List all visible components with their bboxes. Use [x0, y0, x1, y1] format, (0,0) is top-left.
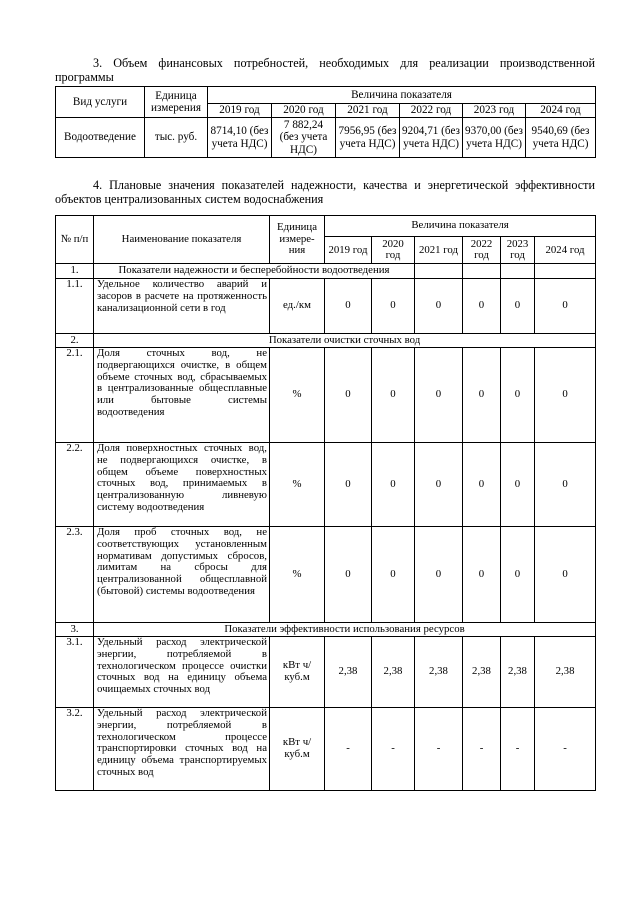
header-unit: Единица измере-ния — [270, 216, 325, 264]
unit-cell: кВт ч/куб.м — [270, 637, 325, 708]
group-title: Показатели надежности и бесперебойности водоотведения — [94, 264, 415, 279]
group-title: Показатели эффективности использования ресурсов — [94, 623, 596, 637]
value-cell: 0 — [372, 527, 415, 623]
unit-cell: % — [270, 527, 325, 623]
group-number: 1. — [56, 264, 94, 279]
header-year: 2022 год — [400, 104, 463, 118]
header-year: 2023 год — [501, 237, 535, 264]
header-unit: Единица измерения — [145, 87, 208, 118]
value-cell: 0 — [415, 443, 463, 527]
unit-cell: тыс. руб. — [145, 118, 208, 158]
value-cell: 2,38 — [372, 637, 415, 708]
value-cell: 0 — [415, 348, 463, 443]
unit-cell: % — [270, 443, 325, 527]
value-cell: 9540,69 (без учета НДС) — [526, 118, 596, 158]
header-name: Наименование показателя — [94, 216, 270, 264]
row-number: 1.1. — [56, 279, 94, 334]
indicator-name: Удельное количество аварий и засоров в расчете на протяженность канализационной сети в год — [94, 279, 270, 334]
row-number: 3.2. — [56, 708, 94, 791]
value-cell: - — [501, 708, 535, 791]
value-cell: - — [372, 708, 415, 791]
value-cell: 0 — [463, 279, 501, 334]
header-year: 2019 год — [325, 237, 372, 264]
value-cell: 0 — [463, 527, 501, 623]
header-year: 2021 год — [415, 237, 463, 264]
empty-cell — [463, 264, 501, 279]
header-year: 2024 год — [535, 237, 596, 264]
header-value: Величина показателя — [325, 216, 596, 237]
value-cell: 2,38 — [535, 637, 596, 708]
header-value: Величина показателя — [208, 87, 596, 104]
value-cell: - — [535, 708, 596, 791]
value-cell: 2,38 — [325, 637, 372, 708]
group-number: 3. — [56, 623, 94, 637]
value-cell: 9370,00 (без учета НДС) — [463, 118, 526, 158]
indicator-name: Удельный расход электрической энергии, потребляемой в технологическом процессе очистки сточных вод на единицу объема очищаемых сточных вод — [94, 637, 270, 708]
value-cell: 0 — [325, 443, 372, 527]
value-cell: 8714,10 (без учета НДС) — [208, 118, 272, 158]
value-cell: 0 — [415, 279, 463, 334]
header-year: 2020 год — [372, 237, 415, 264]
value-cell: 0 — [501, 279, 535, 334]
value-cell: 0 — [501, 443, 535, 527]
value-cell: 0 — [325, 279, 372, 334]
value-cell: - — [463, 708, 501, 791]
value-cell: 0 — [535, 279, 596, 334]
indicators-table — [55, 215, 596, 791]
header-num: № п/п — [56, 216, 94, 264]
header-service: Вид услуги — [56, 87, 145, 118]
service-cell: Водоотведение — [56, 118, 145, 158]
value-cell: 0 — [501, 527, 535, 623]
financial-needs-table — [55, 86, 596, 158]
value-cell: 0 — [501, 348, 535, 443]
value-cell: 0 — [372, 348, 415, 443]
unit-cell: кВт ч/куб.м — [270, 708, 325, 791]
group-number: 2. — [56, 334, 94, 348]
indicator-name: Доля проб сточных вод, не соответствующих установленным нормативам допустимых сбросов, лимитам на сбросы для централизованной общесплавной (бытовой) системы водоотведения — [94, 527, 270, 623]
header-year: 2022 год — [463, 237, 501, 264]
value-cell: 0 — [535, 348, 596, 443]
header-year: 2023 год — [463, 104, 526, 118]
header-year: 2020 год — [272, 104, 336, 118]
header-year: 2024 год — [526, 104, 596, 118]
value-cell: 0 — [325, 527, 372, 623]
indicator-name: Доля поверхностных сточных вод, не подвергающихся очистке, в общем объеме поверхностных сточных вод, принимаемых в централизованную ливневую систему водоотведения — [94, 443, 270, 527]
row-number: 2.2. — [56, 443, 94, 527]
value-cell: 0 — [535, 443, 596, 527]
indicator-name: Доля сточных вод, не подвергающихся очистке, в общем объеме сточных вод, сбрасываемых в централизованные общесплавные или бытовые системы водоотведения — [94, 348, 270, 443]
unit-cell: ед./км — [270, 279, 325, 334]
group-title: Показатели очистки сточных вод — [94, 334, 596, 348]
empty-cell — [501, 264, 535, 279]
row-number: 2.1. — [56, 348, 94, 443]
value-cell: 0 — [535, 527, 596, 623]
row-number: 2.3. — [56, 527, 94, 623]
value-cell: 7956,95 (без учета НДС) — [336, 118, 400, 158]
section3-heading: 3. Объем финансовых потребностей, необходимых для реализации производственной программы — [55, 56, 595, 84]
value-cell: - — [415, 708, 463, 791]
value-cell: 2,38 — [415, 637, 463, 708]
value-cell: - — [325, 708, 372, 791]
header-year: 2019 год — [208, 104, 272, 118]
indicator-name: Удельный расход электрической энергии, потребляемой в технологическом процессе транспортировки сточных вод на единицу объема транспортируемых сточных вод — [94, 708, 270, 791]
value-cell: 2,38 — [501, 637, 535, 708]
value-cell: 0 — [372, 279, 415, 334]
value-cell: 0 — [372, 443, 415, 527]
value-cell: 7 882,24 (без учета НДС) — [272, 118, 336, 158]
value-cell: 0 — [463, 443, 501, 527]
row-number: 3.1. — [56, 637, 94, 708]
value-cell: 0 — [325, 348, 372, 443]
empty-cell — [535, 264, 596, 279]
value-cell: 0 — [463, 348, 501, 443]
value-cell: 2,38 — [463, 637, 501, 708]
value-cell: 9204,71 (без учета НДС) — [400, 118, 463, 158]
unit-cell: % — [270, 348, 325, 443]
section4-heading: 4. Плановые значения показателей надежности, качества и энергетической эффективности объектов централизованных систем водоснабжения — [55, 178, 595, 206]
empty-cell — [415, 264, 463, 279]
value-cell: 0 — [415, 527, 463, 623]
header-year: 2021 год — [336, 104, 400, 118]
